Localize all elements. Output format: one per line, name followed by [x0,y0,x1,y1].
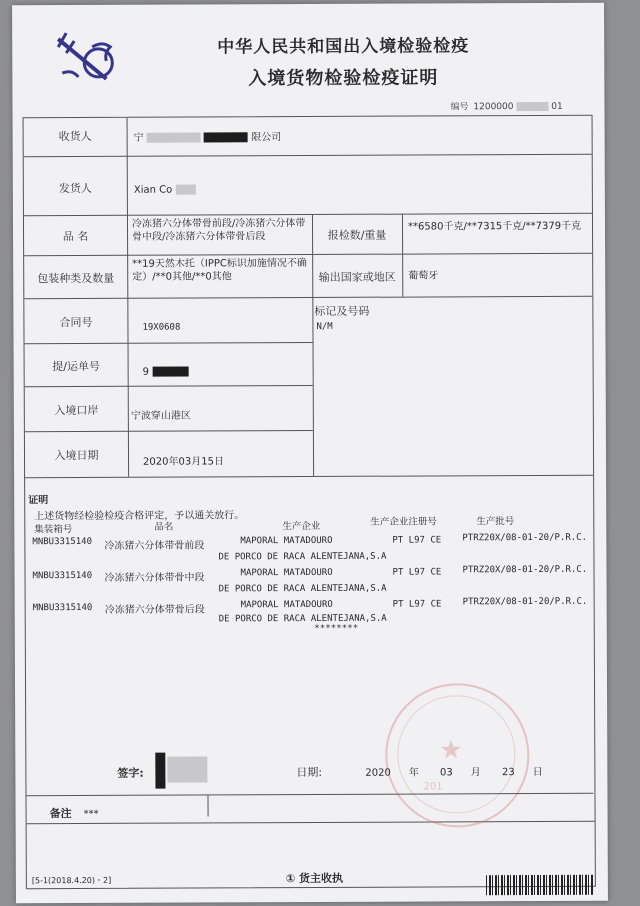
quantity-label: 报检数/重量 [327,228,387,242]
bill-label: 提/运单号 [52,359,101,374]
official-seal: ★ 201 [385,683,530,828]
port-label: 入境口岸 [54,403,99,418]
date-label: 日期: [296,765,323,780]
marks-value: N/M [316,321,333,332]
header-name: 品名 [154,521,174,533]
certificate-title: 证明 [28,495,49,507]
entry-date-value: 2020年03月15日 [143,456,224,468]
row3-name: 冷冻猪六分体带骨后段 [104,604,205,616]
signature-blur [167,756,207,782]
row1-name: 冷冻猪六分体带骨前段 [104,540,205,552]
signature-date: 2020 年 03 月 23 日 [365,766,543,779]
quantity-value: **6580千克/**7315千克/**7379千克 [407,220,582,233]
header-producer: 生产企业 [282,520,321,533]
serial-start: 1200000 [473,102,514,113]
row1-producer1: MAPORAL MATADOURO [240,535,333,547]
row3-producer2: DE PORCO DE RACA ALENTEJANA,S.A [218,613,387,625]
header-container: 集装箱号 [34,524,73,536]
remarks-label: 备注 [49,807,72,821]
origin-value: 葡萄牙 [408,270,439,282]
certificate-paper [12,3,608,904]
signature-label: 签字: [117,766,144,780]
bill-value: 9 [143,366,189,379]
end-marker: ******** [314,623,359,634]
row1-reg-no: PT L97 CE [392,535,442,546]
marks-label: 标记及号码 [314,304,370,318]
row1-batch: PTRZ20X/08-01-20/P.R.C. [462,532,588,544]
packing-label: 包装种类及数量 [37,271,115,286]
signature-redaction [155,753,165,789]
copy-label: ① 货主收执 [285,871,344,886]
barcode-icon [486,875,594,895]
document-subtitle: 入境货物检验检疫证明 [248,67,439,90]
serial-end: 01 [551,101,563,112]
row3-reg-no: PT L97 CE [392,599,442,610]
port-value: 宁波穿山港区 [130,410,191,422]
goods-value: 冷冻猪六分体带骨前段/冷冻猪六分体带骨中段/冷冻猪六分体带骨后段 [131,218,306,243]
certificate-statement: 上述货物经检验检疫合格评定，予以通关放行。 [34,510,245,523]
redaction-blur [516,102,548,111]
row3-batch: PTRZ20X/08-01-20/P.R.C. [462,596,588,608]
contract-value: 19X0608 [142,322,181,333]
row2-producer1: MAPORAL MATADOURO [240,567,333,579]
origin-label: 输出国家或地区 [318,270,396,284]
row3-producer1: MAPORAL MATADOURO [240,599,333,611]
consignee-label: 收货人 [58,129,92,144]
serial-label: 编号 [450,102,469,113]
header-batch: 生产批号 [476,516,515,528]
row2-producer2: DE PORCO DE RACA ALENTEJANA,S.A [218,583,387,595]
consignor-label: 发货人 [58,181,92,196]
seal-text: 201 [423,781,443,793]
form-code: [5-1(2018.4.20)・2] [31,875,112,886]
contract-label: 合同号 [59,315,93,330]
packing-value: **19天然木托（IPPC标识加施情况不确定）/**0其他/**0其他 [132,258,307,283]
header-reg-no: 生产企业注册号 [370,516,437,528]
document-title: 中华人民共和国出入境检验检疫 [217,36,470,58]
goods-label: 品 名 [62,229,89,244]
row2-container: MNBU3315140 [32,570,93,582]
row2-batch: PTRZ20X/08-01-20/P.R.C. [462,564,588,576]
serial-number [450,99,562,112]
row1-container: MNBU3315140 [32,536,93,548]
row2-reg-no: PT L97 CE [392,567,442,578]
consignee-value: 宁 限公司 [133,132,282,144]
row2-name: 冷冻猪六分体带骨中段 [104,572,205,584]
row3-container: MNBU3315140 [32,602,93,614]
entry-date-label: 入境日期 [54,448,99,463]
row1-producer2: DE PORCO DE RACA ALENTEJANA,S.A [218,551,387,563]
remarks-value: *** [83,808,99,820]
consignor-value: Xian Co [134,183,196,196]
